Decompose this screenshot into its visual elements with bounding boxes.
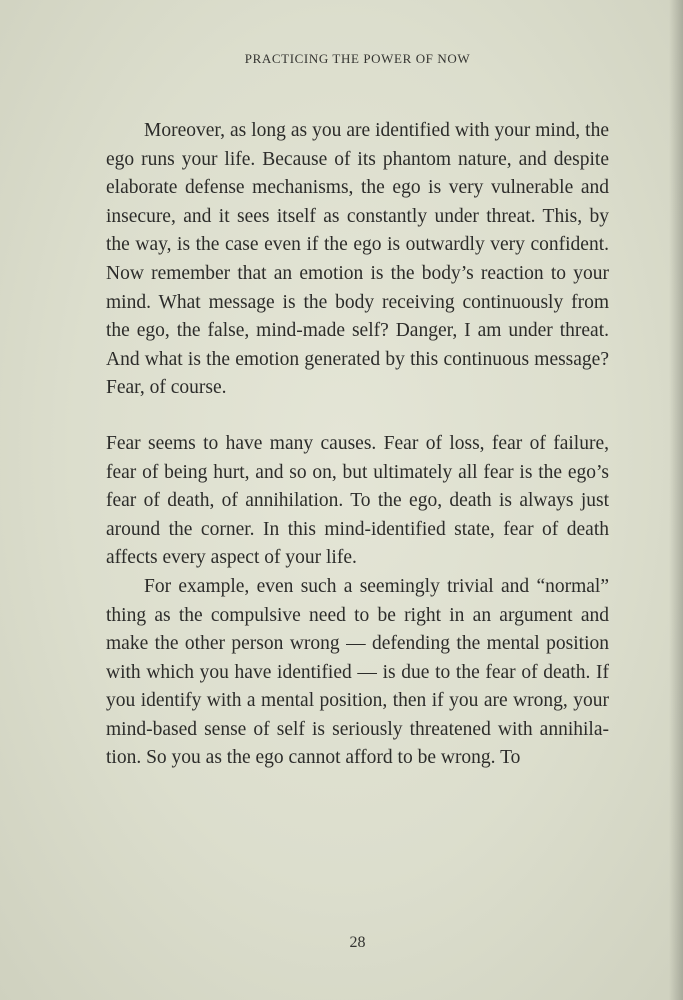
paragraph-need-to-be-right: For example, even such a seemingly trivial and “normal” thing as the compulsive need to be right in an argument and make the other person wrong — defending the mental position with which you have identified — is due to the fear of death. If you identify with a mental position, then if you are wrong, your mind-based sense of self is seriously threatened with annihilation. So you as the ego cannot afford to be wrong. To	[106, 575, 609, 769]
page-edge-shadow	[669, 0, 683, 1000]
paragraph-ego-threat: Moreover, as long as you are identified with your mind, the ego runs your life. Because of its phantom nature, and despite elaborate defense mechanisms, the ego is very vulnerable and insecure, and it sees itself as constantly under threat. This, by the way, is the case even if the ego is outwardly very confident. Now remember that an emotion is the body’s reaction to your mind. What message is the body receiving continuously from the ego, the false, mind-made self? Danger, I am under threat. And what is the emotion generated by this continuous message? Fear, of course.	[106, 120, 609, 399]
body-text	[106, 117, 609, 773]
paragraph-fear-causes: Fear seems to have many causes. Fear of loss, fear of failure, fear of being hurt, and so on, but ultimately all fear is the ego’s fear of death, of annihilation. To the ego, death is always just around the corner. In this mind-identified state, fear of death affects every aspect of your life.	[106, 432, 609, 569]
page-number: 28	[349, 934, 366, 951]
running-head: PRACTICING THE POWER OF NOW	[244, 51, 471, 66]
